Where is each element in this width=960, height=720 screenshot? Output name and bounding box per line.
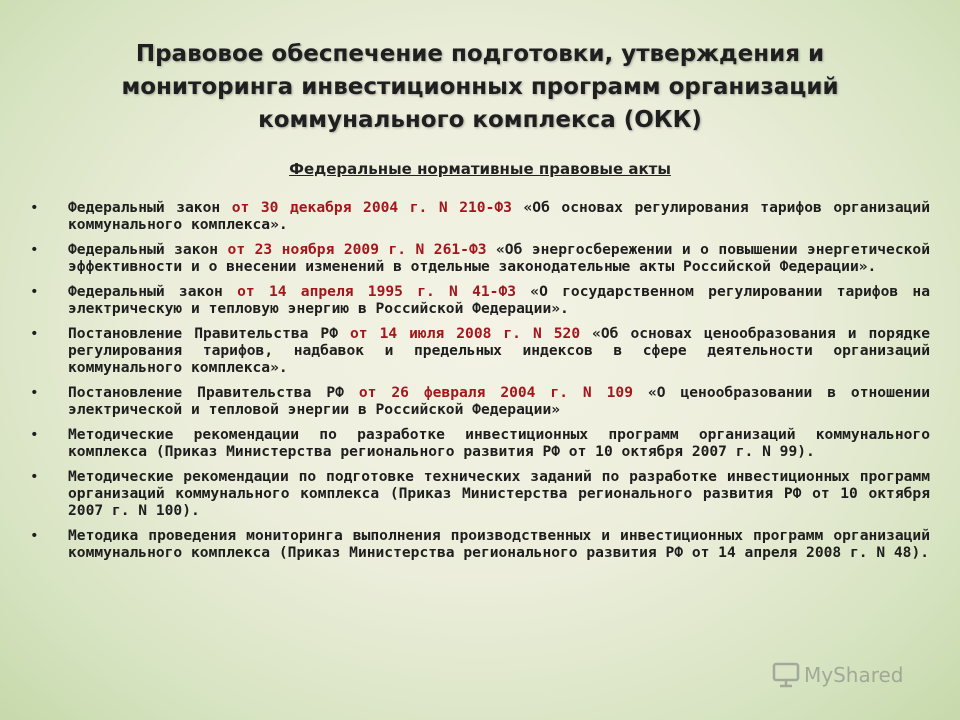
bullet: • xyxy=(30,468,39,485)
bullet: • xyxy=(30,241,39,258)
list-item xyxy=(30,426,930,460)
list-item xyxy=(30,283,930,317)
act-type: Методические рекомендации по подготовке технических заданий по разработке инвестиционных программ организаций коммунального комплекса (Приказ Министерства регионального развития РФ от 10 октября 2007 г. N 100). xyxy=(68,468,930,519)
act-title: «Об основах ценообразования и порядке регулирования тарифов, надбавок и предельных индексов в сфере деятельности организаций коммунального комплекса». xyxy=(68,325,931,376)
act-type: Постановление Правительства РФ xyxy=(68,325,350,342)
list-item xyxy=(30,241,930,275)
bullet: • xyxy=(30,325,39,342)
slide-title: Правовое обеспечение подготовки, утверждения и мониторинга инвестиционных программ организаций коммунального комплекса (ОКК) xyxy=(121,41,839,133)
bullet: • xyxy=(30,426,39,443)
act-type: Методические рекомендации по разработке инвестиционных программ организаций коммунального комплекса (Приказ Министерства регионального развития РФ от 10 октября 2007 г. N 99). xyxy=(68,426,930,460)
act-reference: от 23 ноября 2009 г. N 261-ФЗ xyxy=(227,241,487,258)
act-title: «Об энергосбережении и о повышении энергетической эффективности и о внесении изменений в отдельные законодательные акты Российской Федерации». xyxy=(68,241,930,275)
list-item xyxy=(30,527,930,561)
list-item xyxy=(30,325,930,376)
act-type: Федеральный закон xyxy=(68,241,228,258)
act-reference: от 14 июля 2008 г. N 520 xyxy=(350,325,581,342)
act-title: «О государственном регулировании тарифов на электрическую и тепловую энергию в Российской Федерации». xyxy=(68,283,931,317)
act-title: «О ценообразовании в отношении электрической и тепловой энергии в Российской Федерации» xyxy=(68,384,931,418)
bullet: • xyxy=(30,527,39,544)
section-heading: Федеральные нормативные правовые акты xyxy=(289,160,671,178)
list-item xyxy=(30,199,930,233)
watermark xyxy=(772,660,904,690)
bullet: • xyxy=(30,199,39,216)
bullet: • xyxy=(30,384,39,401)
act-type: Федеральный закон xyxy=(68,283,238,300)
bullet: • xyxy=(30,283,39,300)
act-reference: от 30 декабря 2004 г. N 210-ФЗ xyxy=(231,199,512,216)
list-item xyxy=(30,384,930,418)
act-reference: от 26 февраля 2004 г. N 109 xyxy=(358,384,634,401)
watermark-text: MyShared xyxy=(804,663,904,687)
act-type: Постановление Правительства РФ xyxy=(68,384,359,401)
act-type: Федеральный закон xyxy=(68,199,232,216)
legal-acts-list xyxy=(30,199,930,569)
projector-screen-icon xyxy=(772,662,800,688)
act-title: «Об основах регулирования тарифов организаций коммунального комплекса». xyxy=(68,199,930,233)
act-type: Методика проведения мониторинга выполнения производственных и инвестиционных программ организаций коммунального комплекса (Приказ Министерства регионального развития РФ от 14 апреля 2008 г. N 48). xyxy=(68,527,930,561)
list-item xyxy=(30,468,930,519)
act-reference: от 14 апреля 1995 г. N 41-ФЗ xyxy=(237,283,517,300)
